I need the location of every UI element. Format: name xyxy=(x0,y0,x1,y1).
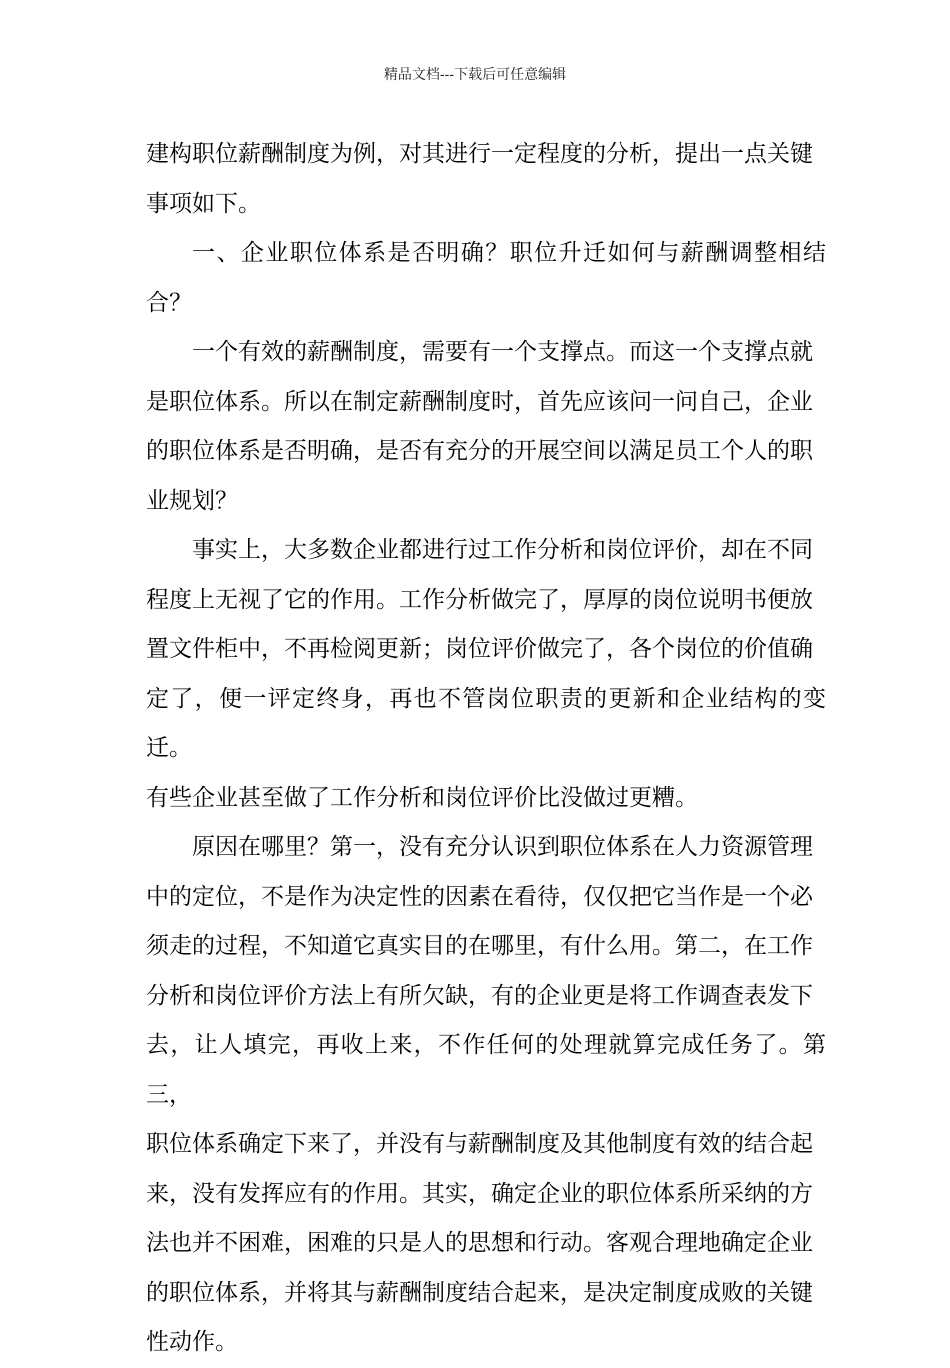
text-line: 建构职位薪酬制度为例，对其进行一定程度的分析，提出一点关键 xyxy=(146,141,813,167)
text-line: 一个有效的薪酬制度，需要有一个支撑点。而这一个支撑点就 xyxy=(192,339,813,365)
body-text xyxy=(146,130,826,1368)
text-line: 是职位体系。所以在制定薪酬制度时，首先应该问一问自己，企业 xyxy=(146,388,813,415)
text-line: 有些企业甚至做了工作分析和岗位评价比没做过更糟。 xyxy=(146,784,698,811)
section-heading xyxy=(146,229,826,328)
paragraph xyxy=(146,823,826,1368)
text-line: 中的定位，不是作为决定性的因素在看待，仅仅把它当作是一个必 xyxy=(146,883,813,910)
text-line: 职位体系确定下来了，并没有与薪酬制度及其他制度有效的结合起 xyxy=(146,1131,813,1157)
text-line: 事项如下。 xyxy=(146,190,261,217)
text-line: 分析和岗位评价方法上有所欠缺，有的企业更是将工作调查表发下 xyxy=(146,982,813,1009)
text-line: 性动作。 xyxy=(146,1329,238,1355)
text-line: 程度上无视了它的作用。工作分析做完了，厚厚的岗位说明书便放 xyxy=(146,586,813,613)
text-line: 原因在哪里？第一，没有充分认识到职位体系在人力资源管理 xyxy=(192,834,813,860)
page-header: 精品文档---下载后可任意编辑 xyxy=(383,67,567,83)
paragraph xyxy=(146,526,826,823)
text-line: 法也并不困难，困难的只是人的思想和行动。客观合理地确定企业 xyxy=(146,1230,813,1256)
text-line: 一、企业职位体系是否明确？职位升迁如何与薪酬调整相结合？ xyxy=(146,240,826,316)
text-line: 事实上，大多数企业都进行过工作分析和岗位评价，却在不同 xyxy=(192,537,813,563)
text-line: 来，没有发挥应有的作用。其实，确定企业的职位体系所采纳的方 xyxy=(146,1180,813,1207)
text-line: 的职位体系是否明确，是否有充分的开展空间以满足员工个人的职 xyxy=(146,438,813,464)
paragraph xyxy=(146,328,826,526)
text-line: 置文件柜中，不再检阅更新；岗位评价做完了，各个岗位的价值确 xyxy=(146,636,813,662)
text-line: 去，让人填完，再收上来，不作任何的处理就算完成任务了。第三， xyxy=(146,1032,826,1108)
text-line: 定了，便一评定终身，再也不管岗位职责的更新和企业结构的变迁。 xyxy=(146,685,826,761)
text-line: 业规划？ xyxy=(146,487,238,514)
text-line: 的职位体系，并将其与薪酬制度结合起来，是决定制度成败的关键 xyxy=(146,1279,813,1306)
paragraph-continuation xyxy=(146,130,826,229)
text-line: 须走的过程，不知道它真实目的在哪里，有什么用。第二，在工作 xyxy=(146,933,813,959)
